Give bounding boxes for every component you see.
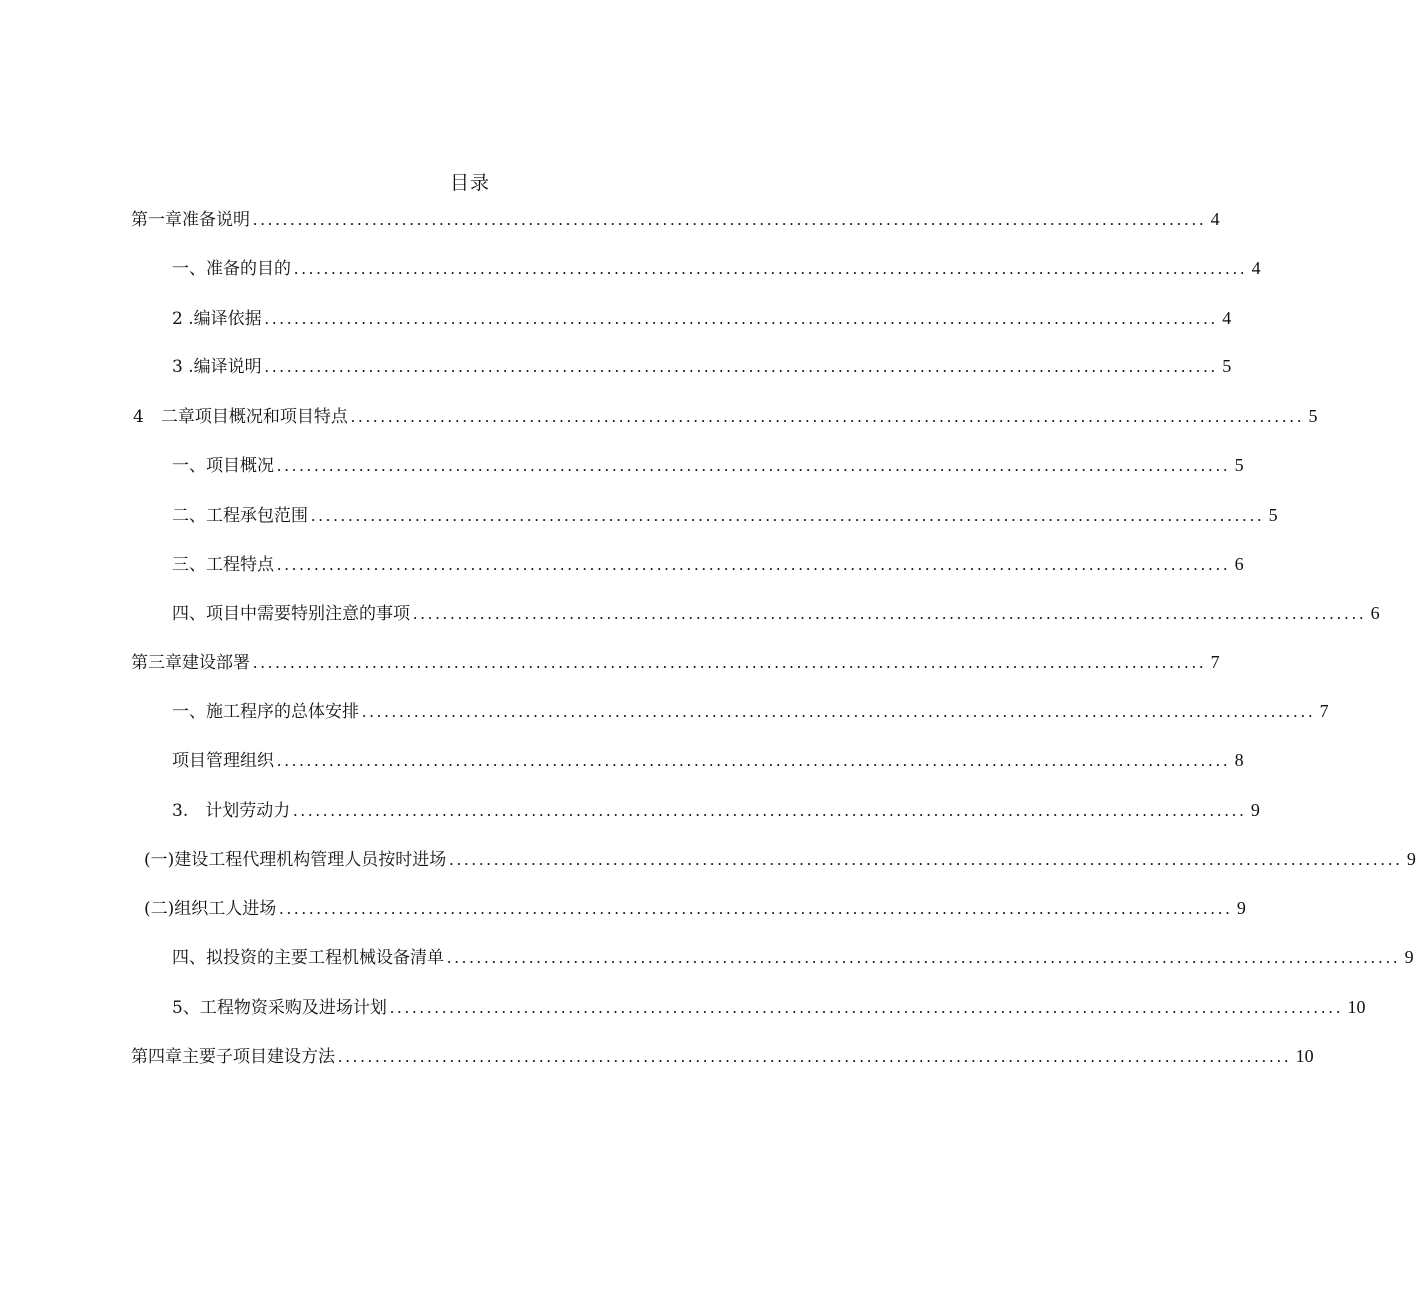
toc-entry-page: 5 — [1234, 455, 1244, 475]
toc-entry — [131, 1044, 1314, 1069]
toc-entry-text: 第四章主要子项目建设方法 — [131, 1047, 335, 1067]
toc-entry — [172, 256, 1261, 281]
toc-entry — [133, 404, 1318, 429]
toc-leader-dots: ................................................................................................................................ — [413, 604, 1367, 623]
toc-entry-page: 4 — [1210, 209, 1220, 229]
toc-leader-dots: ................................................................................................................................ — [277, 456, 1231, 475]
toc-entry-page: 10 — [1295, 1046, 1314, 1066]
toc-leader-dots: ................................................................................................................................ — [338, 1047, 1292, 1066]
toc-entry-text: (一)建设工程代理机构管理人员按时进场 — [144, 850, 447, 870]
toc-leader-dots: ................................................................................................................................ — [294, 259, 1248, 278]
toc-entry-page: 9 — [1236, 898, 1246, 918]
toc-entry — [172, 699, 1329, 724]
toc-entry-text: 第一章准备说明 — [131, 210, 250, 230]
toc-entry-text: 3 .编译说明 — [172, 357, 262, 377]
toc-leader-dots: ................................................................................................................................ — [447, 948, 1401, 967]
toc-leader-dots: ................................................................................................................................ — [389, 998, 1344, 1017]
toc-entry — [172, 453, 1244, 478]
toc-entry-text: 四、项目中需要特别注意的事项 — [172, 604, 410, 624]
toc-entry — [131, 650, 1220, 675]
toc-entry — [144, 896, 1246, 921]
toc-entry — [172, 945, 1414, 970]
toc-entry-text: 四、拟投资的主要工程机械设备清单 — [172, 948, 444, 968]
toc-entry-page: 4 — [1222, 308, 1232, 328]
toc-entry — [172, 798, 1260, 823]
toc-leader-dots: ................................................................................................................................ — [277, 751, 1231, 770]
toc-leader-dots: ................................................................................................................................ — [253, 653, 1207, 672]
toc-entry-text: (二)组织工人进场 — [144, 899, 277, 919]
toc-entry — [172, 748, 1244, 773]
toc-entry — [144, 847, 1416, 872]
toc-entry — [172, 601, 1380, 626]
toc-entry-text: 三、工程特点 — [172, 555, 274, 575]
toc-leader-dots: ................................................................................................................................ — [311, 506, 1265, 525]
toc-entry-page: 6 — [1234, 554, 1244, 574]
toc-leader-dots: ................................................................................................................................ — [277, 555, 1231, 574]
toc-entry — [172, 503, 1278, 528]
toc-title: 目录 — [449, 172, 490, 194]
toc-entry-text: 5、工程物资采购及进场计划 — [172, 998, 387, 1018]
toc-entry-text: 3. 计划劳动力 — [172, 801, 291, 821]
toc-leader-dots: ................................................................................................................................ — [253, 210, 1207, 229]
toc-leader-dots: ................................................................................................................................ — [350, 407, 1305, 426]
toc-entry-page: 7 — [1210, 652, 1220, 672]
toc-entry-page: 7 — [1319, 701, 1329, 721]
toc-entry-page: 4 — [1251, 258, 1261, 278]
toc-entry-page: 10 — [1347, 997, 1366, 1017]
toc-entry-page: 8 — [1234, 750, 1244, 770]
toc-entry-text: 一、项目概况 — [172, 456, 274, 476]
toc-entry-text: 2 .编译依据 — [172, 309, 262, 329]
toc-entry — [172, 354, 1232, 379]
toc-entry-page: 5 — [1222, 356, 1232, 376]
toc-leader-dots: ................................................................................................................................ — [293, 801, 1247, 820]
toc-entry-text: 二、工程承包范围 — [172, 506, 308, 526]
toc-entry-page: 9 — [1406, 849, 1416, 869]
toc-leader-dots: ................................................................................................................................ — [264, 357, 1219, 376]
toc-entry-page: 9 — [1404, 947, 1414, 967]
toc-entry — [172, 306, 1232, 331]
toc-entry — [172, 995, 1366, 1020]
toc-entry-page: 5 — [1308, 406, 1318, 426]
toc-leader-dots: ................................................................................................................................ — [279, 899, 1233, 918]
toc-entry-page: 6 — [1370, 603, 1380, 623]
toc-entry — [131, 207, 1220, 232]
toc-leader-dots: ................................................................................................................................ — [264, 309, 1219, 328]
toc-leader-dots: ................................................................................................................................ — [449, 850, 1403, 869]
toc-entry — [172, 552, 1244, 577]
toc-entry-page: 9 — [1250, 800, 1260, 820]
toc-entry-text: 项目管理组织 — [172, 751, 274, 771]
toc-entry-page: 5 — [1268, 505, 1278, 525]
toc-entry-text: 一、准备的目的 — [172, 259, 291, 279]
toc-entry-text: 一、施工程序的总体安排 — [172, 702, 359, 722]
toc-entry-text: 第三章建设部署 — [131, 653, 250, 673]
toc-entry-text: 4 二章项目概况和项目特点 — [133, 407, 348, 427]
toc-leader-dots: ................................................................................................................................ — [362, 702, 1316, 721]
